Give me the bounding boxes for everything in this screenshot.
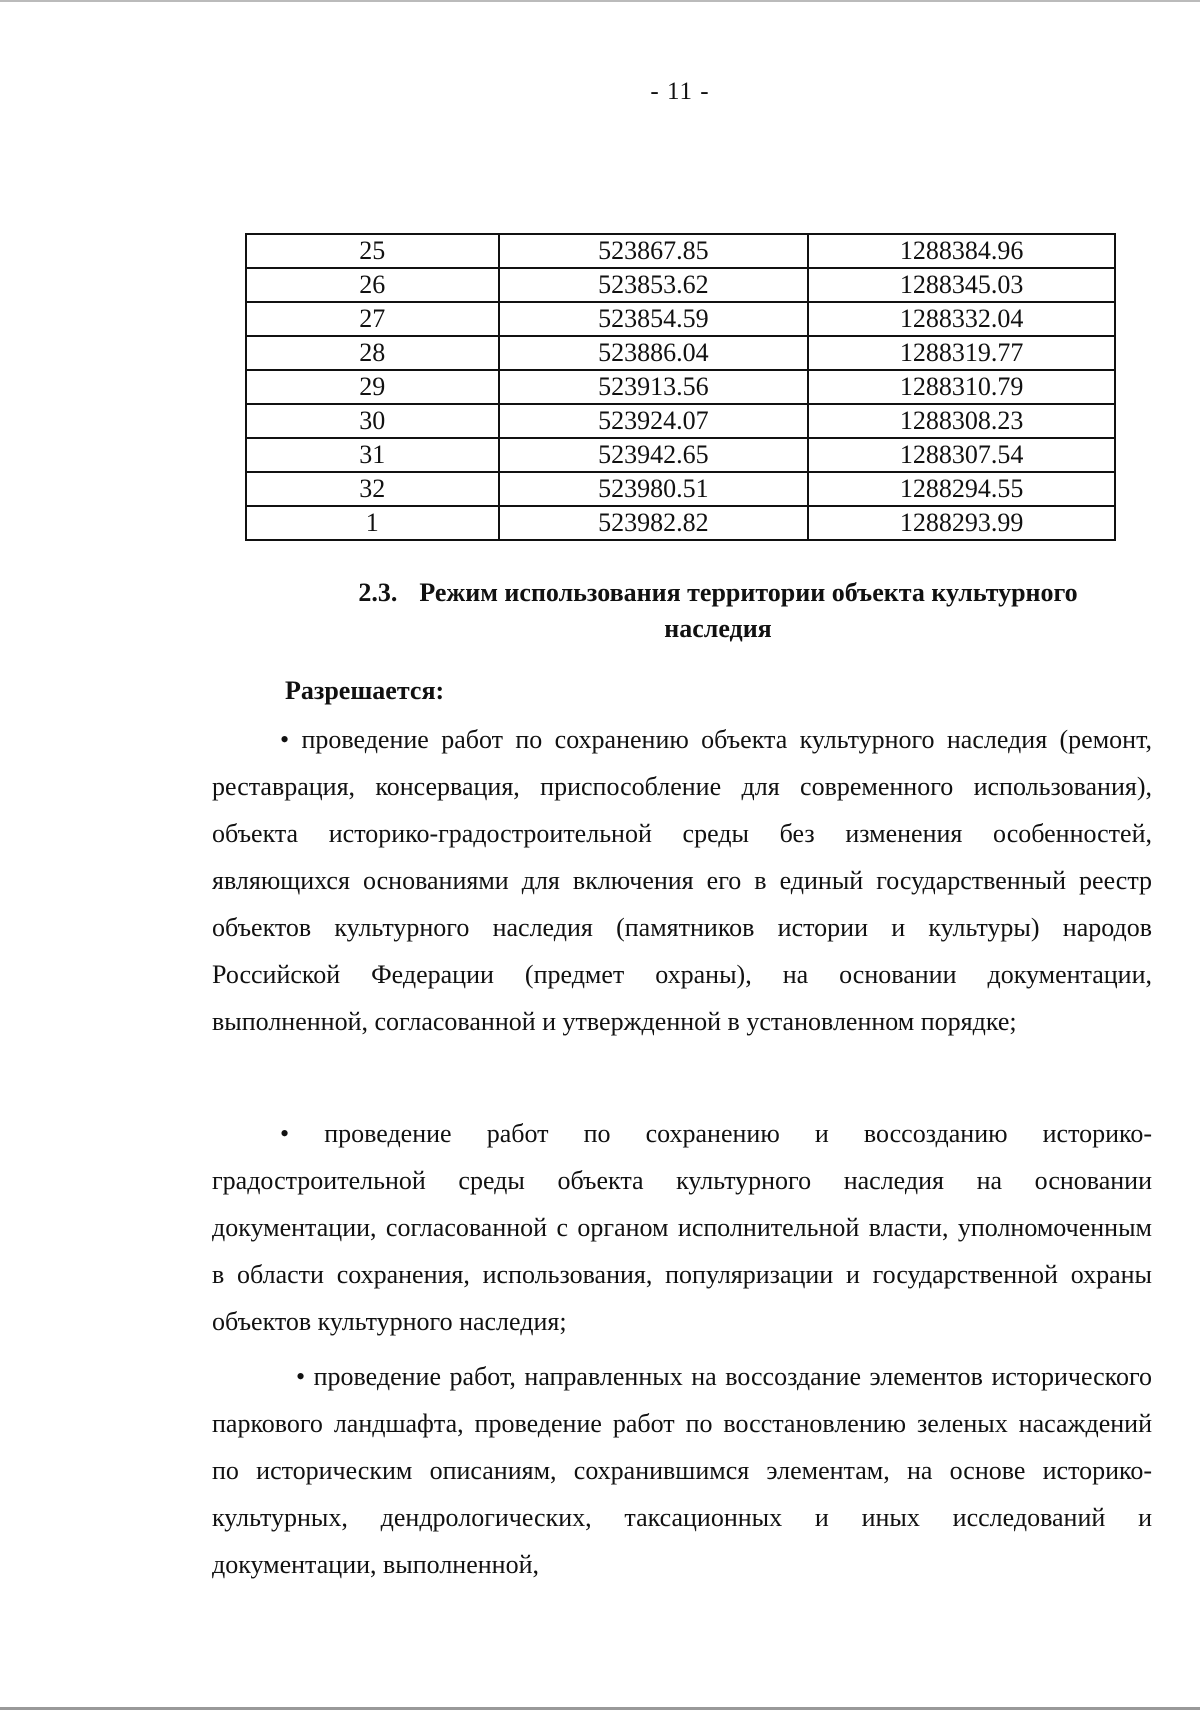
table-row <box>246 336 1115 370</box>
section-title-line2: наследия <box>664 614 772 643</box>
scan-edge-top <box>0 0 1200 2</box>
point-number-cell: 1 <box>246 506 499 540</box>
section-heading-line1 <box>318 575 1118 611</box>
section-heading <box>318 575 1118 647</box>
table-row <box>246 370 1115 404</box>
point-number-cell: 25 <box>246 234 499 268</box>
y-coordinate-cell: 1288293.99 <box>808 506 1115 540</box>
y-coordinate-cell: 1288345.03 <box>808 268 1115 302</box>
paragraph-3-text: • проведение работ, направленных на воссоздание элементов исторического паркового ландшафта, проведение работ по восстановлению зеленых насаждений по историческим описаниям, сохранившимся элементам, на основе историко-культурных, дендрологических, таксационных и иных исследований и документации, выполненной, <box>212 1362 1152 1579</box>
x-coordinate-cell: 523982.82 <box>499 506 809 540</box>
x-coordinate-cell: 523853.62 <box>499 268 809 302</box>
y-coordinate-cell: 1288332.04 <box>808 302 1115 336</box>
paragraph-2-text: • проведение работ по сохранению и воссозданию историко-градостроительной среды объекта культурного наследия на основании документации, согласованной с органом исполнительной власти, уполномоченным в области сохранения, использования, популяризации и государственной охраны объектов культурного наследия; <box>212 1119 1152 1336</box>
point-number-cell: 26 <box>246 268 499 302</box>
table-row <box>246 302 1115 336</box>
coordinates-table <box>245 233 1116 541</box>
point-number-cell: 30 <box>246 404 499 438</box>
paragraph-3 <box>212 1353 1152 1588</box>
table-row <box>246 404 1115 438</box>
table-row <box>246 268 1115 302</box>
table-row <box>246 438 1115 472</box>
x-coordinate-cell: 523886.04 <box>499 336 809 370</box>
page-number: - 11 - <box>650 78 710 105</box>
x-coordinate-cell: 523854.59 <box>499 302 809 336</box>
paragraph-1 <box>212 716 1152 1045</box>
y-coordinate-cell: 1288294.55 <box>808 472 1115 506</box>
point-number-cell: 31 <box>246 438 499 472</box>
x-coordinate-cell: 523942.65 <box>499 438 809 472</box>
y-coordinate-cell: 1288310.79 <box>808 370 1115 404</box>
y-coordinate-cell: 1288307.54 <box>808 438 1115 472</box>
allowed-label: Разрешается: <box>285 676 445 705</box>
x-coordinate-cell: 523924.07 <box>499 404 809 438</box>
point-number-cell: 27 <box>246 302 499 336</box>
x-coordinate-cell: 523867.85 <box>499 234 809 268</box>
x-coordinate-cell: 523913.56 <box>499 370 809 404</box>
coordinates-table-body <box>246 234 1115 540</box>
point-number-cell: 28 <box>246 336 499 370</box>
y-coordinate-cell: 1288319.77 <box>808 336 1115 370</box>
paragraph-2 <box>212 1110 1152 1345</box>
table-row <box>246 472 1115 506</box>
point-number-cell: 29 <box>246 370 499 404</box>
section-number: 2.3. <box>358 578 398 607</box>
point-number-cell: 32 <box>246 472 499 506</box>
table-row <box>246 234 1115 268</box>
x-coordinate-cell: 523980.51 <box>499 472 809 506</box>
y-coordinate-cell: 1288384.96 <box>808 234 1115 268</box>
paragraph-1-text: • проведение работ по сохранению объекта культурного наследия (ремонт, реставрация, консервация, приспособление для современного использования), объекта историко-градостроительной среды без изменения особенностей, являющихся основаниями для включения его в единый государственный реестр объектов культурного наследия (памятников истории и культуры) народов Российской Федерации (предмет охраны), на основании документации, выполненной, согласованной и утвержденной в установленном порядке; <box>212 725 1152 1036</box>
table-row <box>246 506 1115 540</box>
y-coordinate-cell: 1288308.23 <box>808 404 1115 438</box>
section-title-line1: Режим использования территории объекта культурного <box>419 578 1078 607</box>
